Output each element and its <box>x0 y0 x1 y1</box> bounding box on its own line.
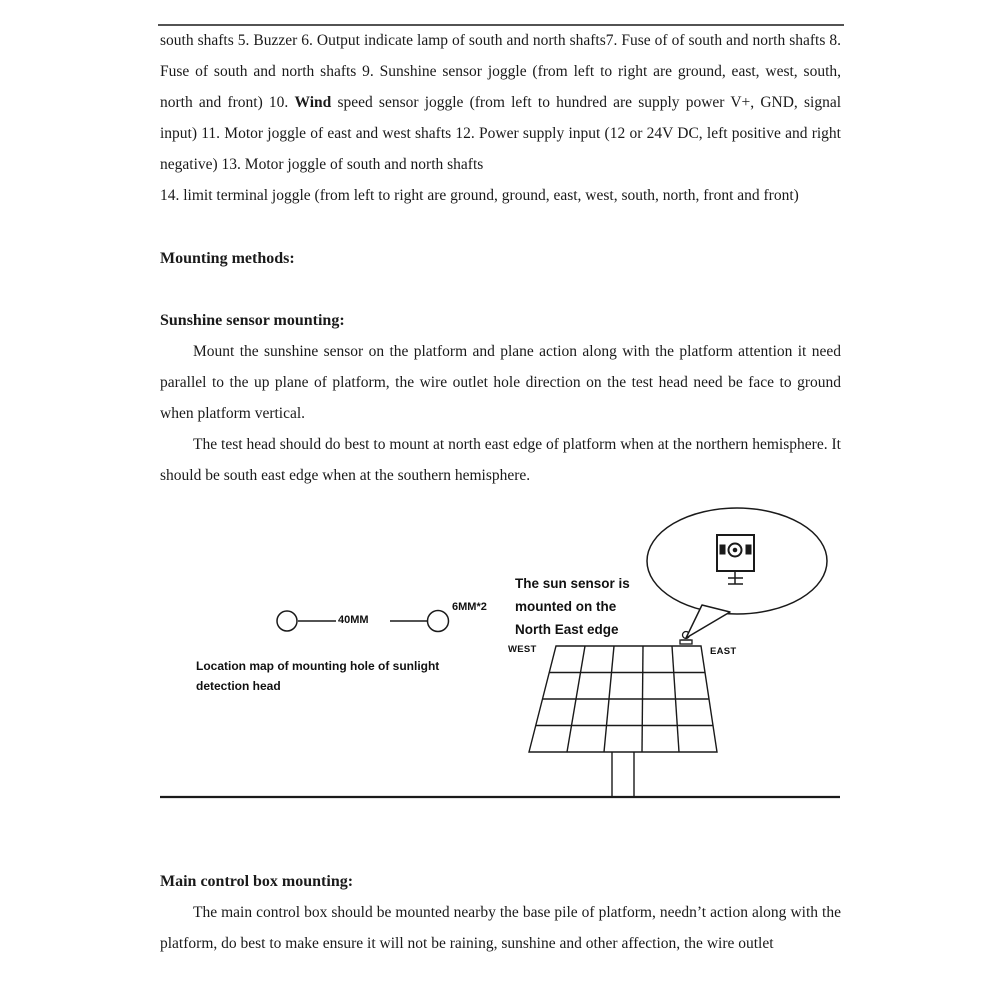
dimension-40mm-label: 40MM <box>338 614 369 626</box>
sun-sensor-on-panel-icon <box>680 632 692 645</box>
sunshine-paragraph-2: The test head should do best to mount at north east edge of platform when at the northern hemisphere. It should be south east edge when at the southern hemisphere. <box>160 436 841 484</box>
mounting-hole-circle <box>428 611 449 632</box>
sun-sensor-note-line: North East edge <box>515 622 619 637</box>
parts-list-block <box>160 25 841 211</box>
east-label: EAST <box>710 646 737 657</box>
parts-list-paragraph: south shafts 5. Buzzer 6. Output indicate lamp of south and north shafts7. Fuse of of south and north shafts 8. Fuse of south and north shafts 9. Sunshine sensor joggle (from left to right are ground, east, west, south, north and front) 10. Wind speed sensor joggle (from left to hundred are supply power V+, GND, signal input) 11. Motor joggle of east and west shafts 12. Power supply input (12 or 24V DC, left positive and right negative) 13. Motor joggle of south and north shafts <box>160 32 842 173</box>
speech-bubble <box>647 508 827 638</box>
sun-sensor-note-line: The sun sensor is <box>515 576 630 591</box>
limit-terminal-line: 14. limit terminal joggle (from left to right are ground, ground, east, west, south, north, front and front) <box>160 187 799 204</box>
mounting-hole-caption-line: Location map of mounting hole of sunlight <box>196 659 440 673</box>
heading-main-control-box-mounting: Main control box mounting: <box>160 873 354 890</box>
solar-panel-drawing <box>529 632 717 797</box>
heading-mounting-methods: Mounting methods: <box>160 250 295 267</box>
heading-sunshine-sensor-mounting: Sunshine sensor mounting: <box>160 312 345 329</box>
dimension-6mm-label: 6MM*2 <box>452 601 487 613</box>
panel-pole <box>612 752 634 796</box>
panel-outline <box>529 646 717 752</box>
mounting-hole-circle <box>277 611 297 631</box>
sunshine-paragraph-1-block <box>160 336 841 429</box>
sunshine-paragraph-2-block <box>160 429 841 491</box>
main-control-paragraph: The main control box should be mounted nearby the base pile of platform, needn’t action along with the platform, do best to make ensure it will not be raining, sunshine and other affection, the wire outlet <box>160 904 841 952</box>
sun-sensor-note <box>515 572 630 641</box>
west-label: WEST <box>508 644 537 655</box>
sun-sensor-note-line: mounted on the <box>515 599 617 614</box>
sun-sensor-closeup-icon <box>717 535 754 584</box>
mounting-hole-caption <box>196 656 439 696</box>
mounting-hole-caption-line: detection head <box>196 679 281 693</box>
sunshine-paragraph-1: Mount the sunshine sensor on the platform and plane action along with the platform attention it need parallel to the up plane of platform, the wire outlet hole direction on the test head need be face to ground when platform vertical. <box>160 343 841 422</box>
main-control-paragraph-block <box>160 897 841 959</box>
